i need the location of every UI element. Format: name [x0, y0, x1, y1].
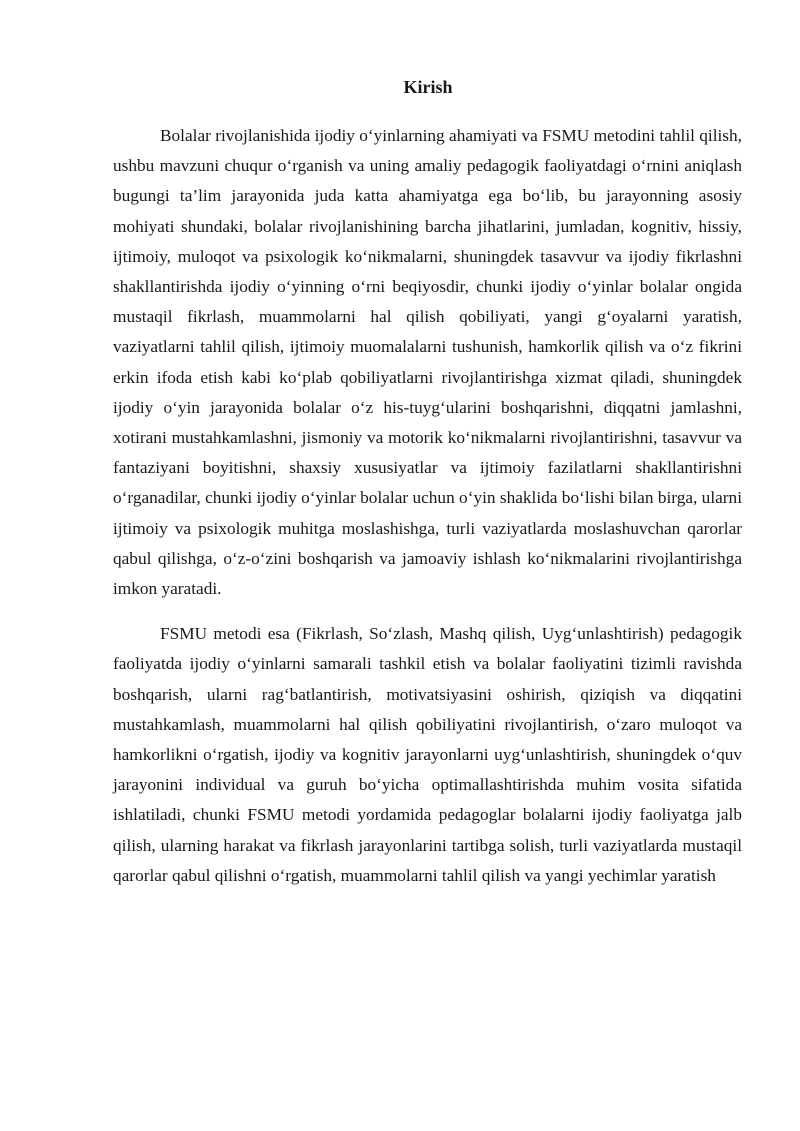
paragraph-1: Bolalar rivojlanishida ijodiy o‘yinlarning ahamiyati va FSMU metodini tahlil qilish, ushbu mavzuni chuqur o‘rganish va uning amaliy pedagogik faoliyatdagi o‘rnini aniqlash bugungi ta’lim jarayonida juda katta ahamiyatga ega bo‘lib, bu jarayonning asosiy mohiyati shundaki, bolalar rivojlanishining barcha jihatlarini, jumladan, kognitiv, hissiy, ijtimoiy, muloqot va psixologik ko‘nikmalarni, shuningdek tasavvur va ijodiy fikrlashni shakllantirishda ijodiy o‘yinning o‘rni beqiyosdir, chunki ijodiy o‘yinlar bolalar ongida mustaqil fikrlash, muammolarni hal qilish qobiliyati, yangi g‘oyalarni yaratish, vaziyatlarni tahlil qilish, ijtimoiy muomalalarni tushunish, hamkorlik qilish va o‘z fikrini erkin ifoda etish kabi ko‘plab qobiliyatlarni rivojlantirishga xizmat qiladi, shuningdek ijodiy o‘yin jarayonida bolalar o‘z his-tuyg‘ularini boshqarishni, diqqatni jamlashni, xotirani mustahkamlashni, jismoniy va motorik ko‘nikmalarni rivojlantirishni, tasavvur va fantaziyani boyitishni, shaxsiy xususiyatlar va ijtimoiy fazilatlarni shakllantirishni o‘rganadilar, chunki ijodiy o‘yinlar bolalar uchun o‘yin shaklida bo‘lishi bilan birga, ularni ijtimoiy va psixologik muhitga moslashishga, turli vaziyatlarda moslashuvchan qarorlar qabul qilishga, o‘z-o‘zini boshqarish va jamoaviy ishlash ko‘nikmalarini rivojlantirishga imkon yaratadi.: [113, 126, 742, 599]
page-title: Kirish: [403, 77, 453, 97]
paragraph-2: FSMU metodi esa (Fikrlash, So‘zlash, Mashq qilish, Uyg‘unlashtirish) pedagogik faoliyatda ijodiy o‘yinlarni samarali tashkil etish va bolalar faoliyatini tizimli ravishda boshqarish, ularni rag‘batlantirish, motivatsiyasini oshirish, qiziqish va diqqatini mustahkamlash, muammolarni hal qilish qobiliyatini rivojlantirish, o‘zaro muloqot va hamkorlikni o‘rgatish, ijodiy va kognitiv jarayonlarni uyg‘unlashtirish, shuningdek o‘quv jarayonini individual va guruh bo‘yicha optimallashtirishda muhim vosita sifatida ishlatiladi, chunki FSMU metodi yordamida pedagoglar bolalarni ijodiy faoliyatga jalb qilish, ularning harakat va fikrlash jarayonlarini tartibga solish, turli vaziyatlarda mustaqil qarorlar qabul qilishni o‘rgatish, muammolarni tahlil qilish va yangi yechimlar yaratish: [113, 624, 742, 885]
document-body: [113, 121, 742, 891]
